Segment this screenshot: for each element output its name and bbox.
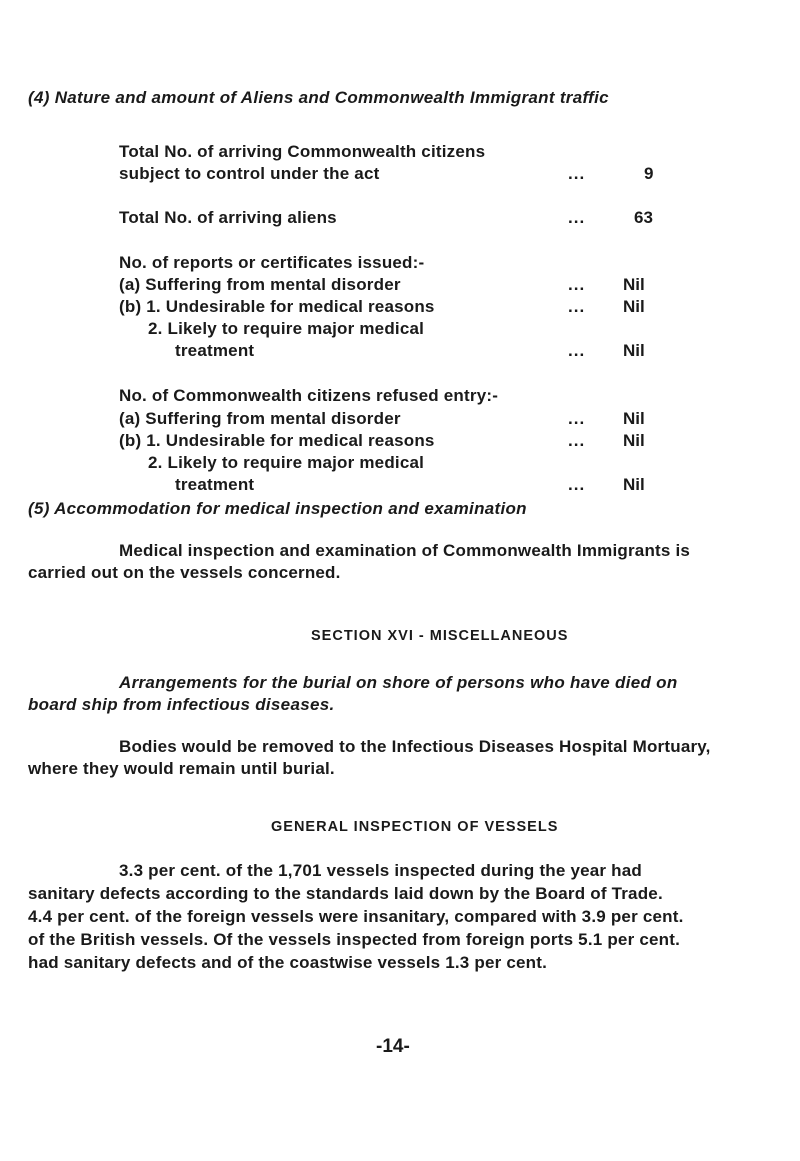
commonwealth-arriving-value: 9 bbox=[644, 164, 654, 183]
reports-b1-value: Nil bbox=[623, 297, 645, 316]
heading-accommodation: (5) Accommodation for medical inspection and examination bbox=[28, 499, 527, 518]
leader-dots: ... bbox=[568, 164, 586, 183]
burial-line1: Bodies would be removed to the Infectious Diseases Hospital Mortuary, bbox=[119, 737, 711, 756]
general-line4: of the British vessels. Of the vessels inspected from foreign ports 5.1 per cent. bbox=[28, 930, 680, 949]
burial-line2: where they would remain until burial. bbox=[28, 759, 335, 778]
section-heading-general-inspection: GENERAL INSPECTION OF VESSELS bbox=[271, 819, 559, 835]
general-line3: 4.4 per cent. of the foreign vessels were insanitary, compared with 3.9 per cent. bbox=[28, 907, 684, 926]
leader-dots: ... bbox=[568, 208, 586, 227]
leader-dots: ... bbox=[568, 297, 586, 316]
leader-dots: ... bbox=[568, 409, 586, 428]
reports-b1-label: (b) 1. Undesirable for medical reasons bbox=[119, 297, 435, 316]
general-line1: 3.3 per cent. of the 1,701 vessels inspected during the year had bbox=[119, 861, 642, 880]
refused-b1-value: Nil bbox=[623, 431, 645, 450]
refused-b2-line2: treatment bbox=[175, 475, 255, 494]
para5-line2: carried out on the vessels concerned. bbox=[28, 563, 341, 582]
section-heading-miscellaneous: SECTION XVI - MISCELLANEOUS bbox=[311, 628, 569, 644]
page-number: -14- bbox=[376, 1036, 410, 1057]
leader-dots: ... bbox=[568, 341, 586, 360]
reports-a-value: Nil bbox=[623, 275, 645, 294]
leader-dots: ... bbox=[568, 475, 586, 494]
leader-dots: ... bbox=[568, 275, 586, 294]
aliens-arriving-label: Total No. of arriving aliens bbox=[119, 208, 337, 227]
commonwealth-arriving-line2: subject to control under the act bbox=[119, 164, 380, 183]
refused-b2-line1: 2. Likely to require major medical bbox=[148, 453, 425, 472]
refused-b2-value: Nil bbox=[623, 475, 645, 494]
burial-heading-line2: board ship from infectious diseases. bbox=[28, 695, 335, 714]
heading-aliens-traffic: (4) Nature and amount of Aliens and Commonwealth Immigrant traffic bbox=[28, 88, 609, 107]
burial-heading-line1: Arrangements for the burial on shore of persons who have died on bbox=[119, 673, 678, 692]
reports-b2-line1: 2. Likely to require major medical bbox=[148, 319, 425, 338]
reports-b2-line2: treatment bbox=[175, 341, 255, 360]
commonwealth-arriving-line1: Total No. of arriving Commonwealth citizens bbox=[119, 142, 486, 161]
refused-a-value: Nil bbox=[623, 409, 645, 428]
reports-heading: No. of reports or certificates issued:- bbox=[119, 253, 425, 272]
para5-line1: Medical inspection and examination of Commonwealth Immigrants is bbox=[119, 541, 691, 560]
reports-a-label: (a) Suffering from mental disorder bbox=[119, 275, 401, 294]
reports-b2-value: Nil bbox=[623, 341, 645, 360]
refused-a-label: (a) Suffering from mental disorder bbox=[119, 409, 401, 428]
aliens-arriving-value: 63 bbox=[634, 208, 653, 227]
refused-heading: No. of Commonwealth citizens refused entry:- bbox=[119, 386, 499, 405]
leader-dots: ... bbox=[568, 431, 586, 450]
refused-b1-label: (b) 1. Undesirable for medical reasons bbox=[119, 431, 435, 450]
general-line5: had sanitary defects and of the coastwise vessels 1.3 per cent. bbox=[28, 953, 548, 972]
general-line2: sanitary defects according to the standards laid down by the Board of Trade. bbox=[28, 884, 663, 903]
